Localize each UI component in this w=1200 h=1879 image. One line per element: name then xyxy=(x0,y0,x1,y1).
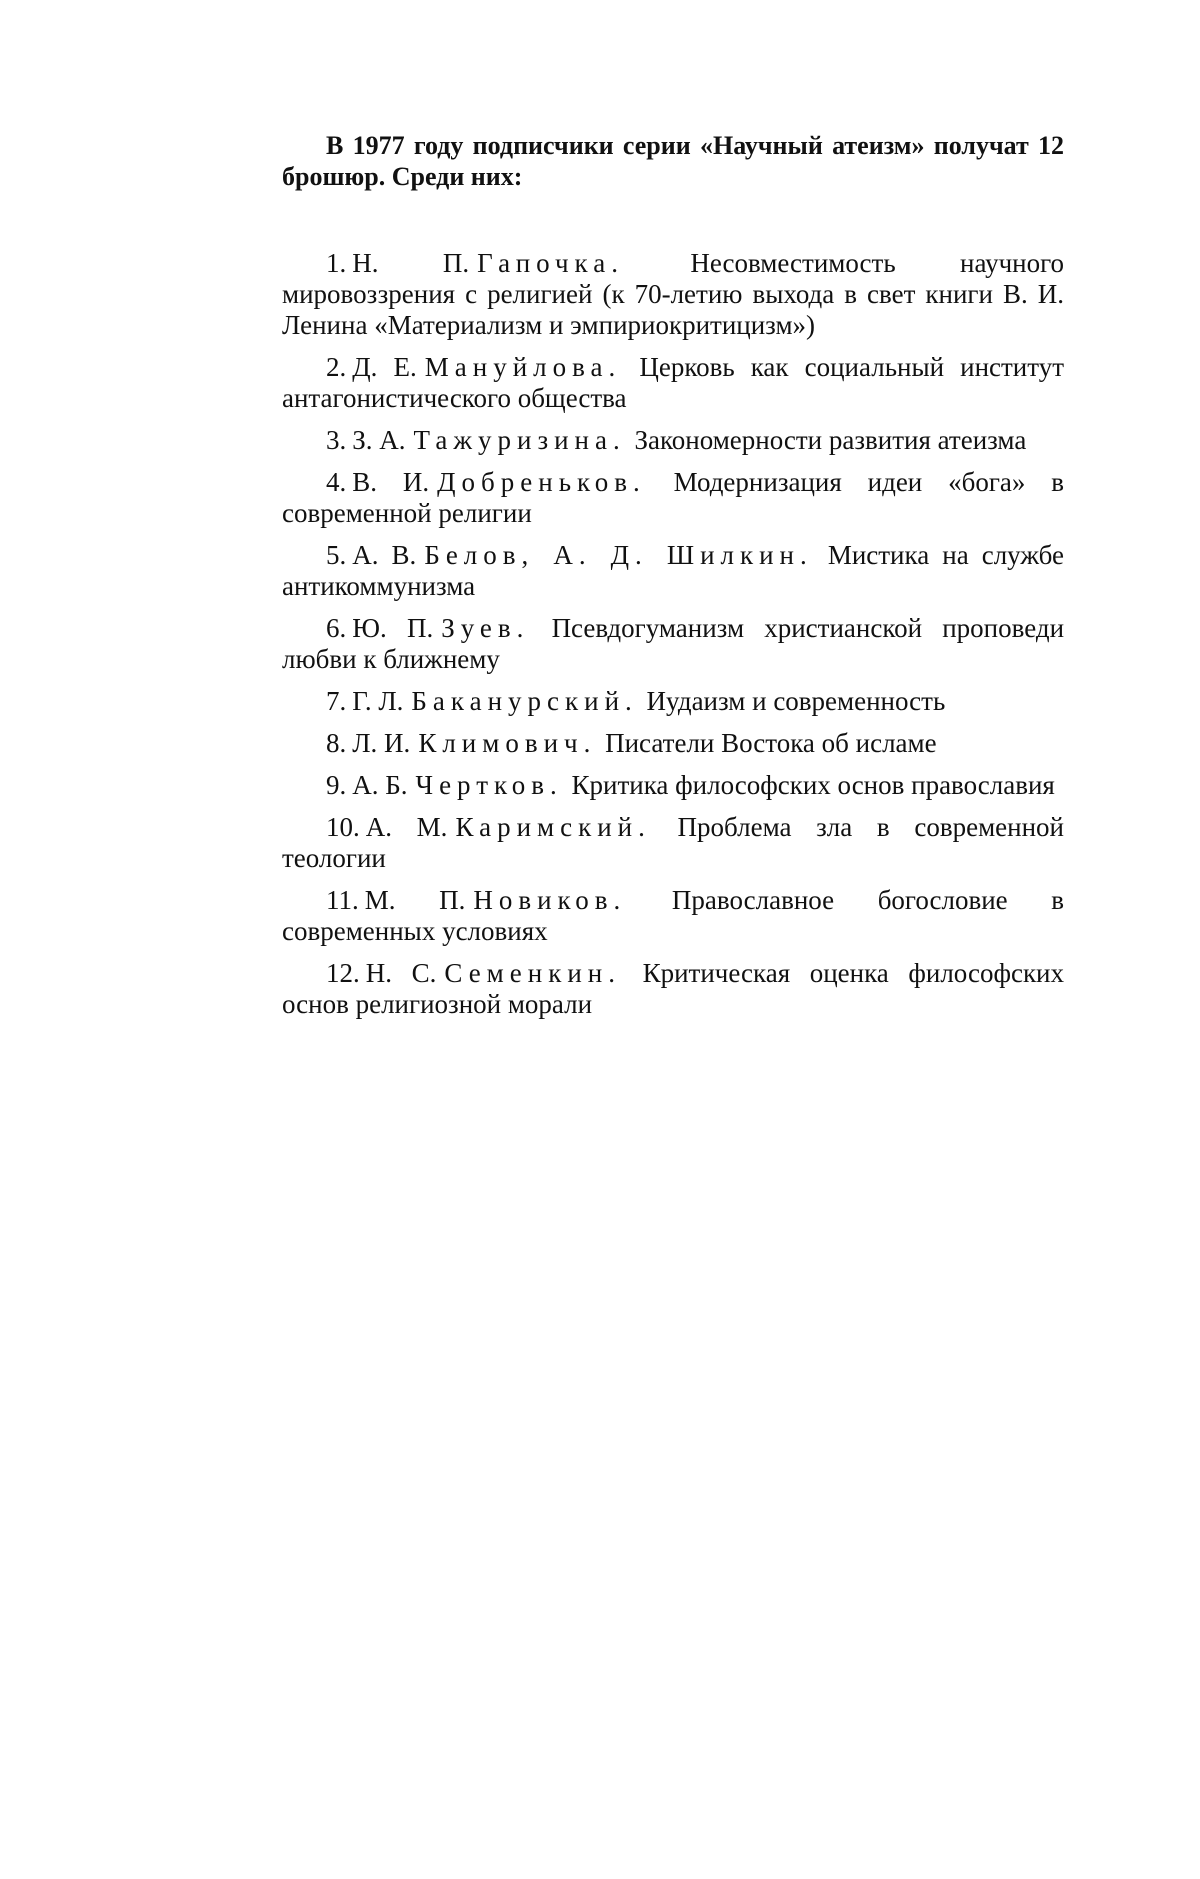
brochure-title: Критика философских основ православия xyxy=(571,770,1055,800)
author-name: Климович. xyxy=(418,728,597,758)
author-name: Тажуризина. xyxy=(413,425,626,455)
author-name: Баканурский. xyxy=(411,686,638,716)
brochure-title: Несовместимость научного мировоззрения с религией (к 70-летию выхода в свет книги В. И. Ленина «Материализм и эмпириокритицизм») xyxy=(282,248,1065,340)
author-name: Семенкин. xyxy=(444,958,621,988)
item-number: 10. xyxy=(326,812,360,842)
author-initials: Д. Е. xyxy=(352,352,417,382)
brochure-title: Православное богословие в современных условиях xyxy=(282,885,1064,946)
author-name: Мануйлова. xyxy=(424,352,622,382)
list-item xyxy=(282,425,1064,456)
author-name: Зуев. xyxy=(441,613,530,643)
list-item xyxy=(282,467,1064,529)
author-initials: А. В. xyxy=(352,540,417,570)
author-initials: З. А. xyxy=(352,425,406,455)
author-name: Чертков. xyxy=(415,770,563,800)
list-item xyxy=(282,885,1064,947)
brochure-title: Иудаизм и современность xyxy=(646,686,946,716)
brochure-title: Писатели Востока об исламе xyxy=(605,728,937,758)
brochure-title: Церковь как социальный институт антагонистического общества xyxy=(282,352,1065,413)
author-name: Белов, А. Д. Шилкин. xyxy=(424,540,813,570)
item-number: 4. xyxy=(326,467,347,497)
list-item xyxy=(282,686,1064,717)
author-initials: Ю. П. xyxy=(352,613,434,643)
item-number: 1. xyxy=(326,248,347,278)
brochure-title: Закономерности развития атеизма xyxy=(634,425,1027,455)
author-initials: А. Б. xyxy=(352,770,408,800)
item-number: 8. xyxy=(326,728,347,758)
item-number: 9. xyxy=(326,770,347,800)
document-page xyxy=(282,130,1064,1031)
item-number: 2. xyxy=(326,352,347,382)
author-initials: Г. Л. xyxy=(352,686,404,716)
author-name: Каримский. xyxy=(455,812,651,842)
item-number: 3. xyxy=(326,425,347,455)
author-initials: Н. С. xyxy=(365,958,437,988)
author-name: Гапочка. xyxy=(477,248,624,278)
author-name: Новиков. xyxy=(473,885,627,915)
brochure-title: Модернизация идеи «бога» в современной религии xyxy=(282,467,1065,528)
brochure-title: Критическая оценка философских основ религиозной морали xyxy=(282,958,1065,1019)
item-number: 6. xyxy=(326,613,347,643)
item-number: 12. xyxy=(326,958,360,988)
list-item xyxy=(282,613,1064,675)
list-item xyxy=(282,248,1064,341)
item-number: 11. xyxy=(326,885,359,915)
author-initials: А. М. xyxy=(365,812,448,842)
author-initials: В. И. xyxy=(352,467,430,497)
brochure-list xyxy=(282,248,1064,1020)
brochure-title: Проблема зла в современной теологии xyxy=(282,812,1064,873)
author-initials: Л. И. xyxy=(352,728,411,758)
list-item xyxy=(282,352,1064,414)
author-name: Добреньков. xyxy=(437,467,646,497)
brochure-title: Псевдогуманизм христианской проповеди любви к ближнему xyxy=(282,613,1065,674)
brochure-title: Мистика на службе антикоммунизма xyxy=(282,540,1064,601)
author-initials: Н. П. xyxy=(352,248,470,278)
item-number: 5. xyxy=(326,540,347,570)
author-initials: М. П. xyxy=(364,885,466,915)
list-item xyxy=(282,770,1064,801)
list-item xyxy=(282,812,1064,874)
list-item xyxy=(282,728,1064,759)
intro-paragraph: В 1977 году подписчики серии «Научный атеизм» получат 12 брошюр. Среди них: xyxy=(282,131,1064,191)
list-item xyxy=(282,958,1064,1020)
item-number: 7. xyxy=(326,686,347,716)
list-item xyxy=(282,540,1064,602)
